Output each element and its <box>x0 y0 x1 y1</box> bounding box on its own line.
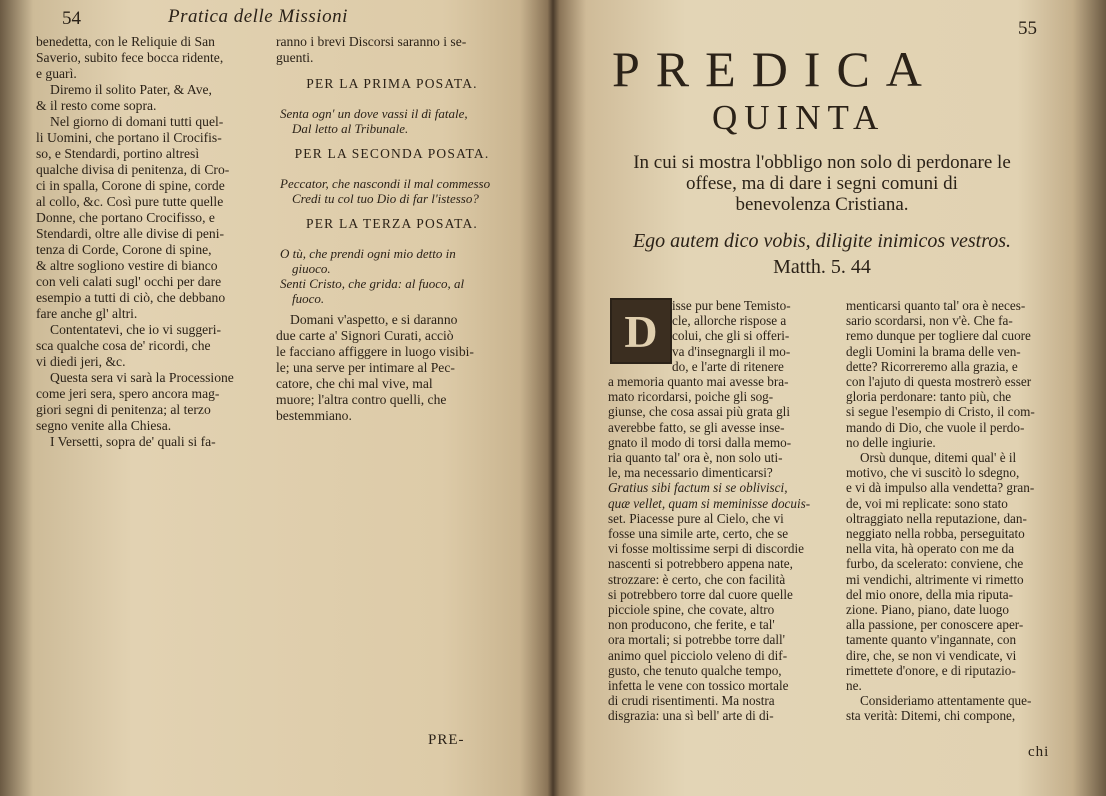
sermon-title: PREDICA <box>612 41 938 97</box>
text-line: quæ vellet, quam si meminisse docuis- <box>608 495 811 511</box>
text-line: si segue l'esempio di Cristo, il com- <box>846 404 1035 420</box>
text-line: alla passione, per conoscere aper- <box>846 617 1024 633</box>
text-line: due carte a' Signori Curati, acciò <box>276 328 454 343</box>
argument-line: benevolenza Cristiana. <box>735 194 909 215</box>
text-line: le, ma necessario dimenticarsi? <box>608 465 773 481</box>
text-line: motivo, che vi suscitò lo sdegno, <box>846 465 1020 481</box>
latin-quote: Ego autem dico vobis, diligite inimicos vestros. <box>632 230 1012 252</box>
sermon-argument <box>592 152 1052 215</box>
text-line: vi fosse moltissime serpi di discordie <box>608 541 804 557</box>
argument-line: offese, ma di dare i segni comuni di <box>686 173 958 194</box>
text-line: Gratius sibi factum si se oblivisci, <box>608 480 788 496</box>
text-line: isse pur bene Temisto- <box>672 298 791 313</box>
right-column-1 <box>608 298 840 724</box>
text-line: ne. <box>846 678 862 694</box>
verse-line: giuoco. <box>292 261 331 276</box>
text-line: cle, allorche rispose a <box>672 313 787 329</box>
text-line: tenza di Corde, Corone di spine, <box>36 242 212 257</box>
text-line: so, e Stendardi, portino altresì <box>36 146 200 161</box>
text-line: sario scordarsi, non v'è. Che fa- <box>846 313 1013 329</box>
text-line: li Uomini, che portano il Crocifis- <box>36 130 222 145</box>
catchword: PRE- <box>428 732 465 748</box>
text-line: Consideriamo attentamente que- <box>860 693 1032 709</box>
text-line: va d'insegnargli il mo- <box>672 343 791 359</box>
text-line: remo dunque per togliere dal cuore <box>846 328 1031 344</box>
text-line: oltraggiato nella reputazione, dan- <box>846 510 1027 526</box>
text-line: guenti. <box>276 50 314 65</box>
verse-line: fuoco. <box>292 291 325 306</box>
text-line: gnato il modo di torsi dalla memo- <box>608 434 792 450</box>
text-line: mato ricordarsi, poiche gli sog- <box>608 389 774 405</box>
text-line: segno venite alla Chiesa. <box>36 418 172 433</box>
text-line: strozzare: è certo, che con facilità <box>608 571 786 587</box>
text-line: muore; l'altra contro quelli, che <box>276 392 447 407</box>
text-line: vi diedi jeri, &c. <box>36 354 126 369</box>
text-line: mi vendichi, altrimente vi rimetto <box>846 571 1024 587</box>
text-line: Orsù dunque, ditemi qual' è il <box>860 450 1017 466</box>
text-line: rimettete d'onore, e di riputazio- <box>846 662 1016 678</box>
text-line: nella vita, hà operato con me da <box>846 541 1015 557</box>
right-column-2 <box>846 298 1074 724</box>
verse <box>276 246 508 306</box>
text-line: esempio a tutti di ciò, che debbano <box>36 290 226 305</box>
page-number: 55 <box>1018 18 1037 39</box>
drop-cap-letter: D <box>624 305 658 357</box>
text-line: do, e l'arte di ritenere <box>672 358 784 374</box>
text-line: no delle ingiurie. <box>846 434 936 450</box>
text-line: set. Piacesse pure al Cielo, che vi <box>608 510 784 526</box>
text-line: I Versetti, sopra de' quali si fa- <box>50 434 216 449</box>
column-intro <box>276 34 508 66</box>
left-column-1 <box>36 34 264 450</box>
text-line: zione. Piano, piano, date luogo <box>846 602 1009 618</box>
left-page <box>0 0 548 796</box>
text-line: disgrazia: una sì bell' arte di di- <box>608 708 774 724</box>
text-line: benedetta, con le Reliquie di San <box>36 34 215 49</box>
running-head: Pratica delle Missioni <box>168 6 348 27</box>
catchword: chi <box>1028 744 1050 760</box>
text-line: Contentatevi, che io vi suggeri- <box>50 322 222 337</box>
text-line: colui, che gli si offeri- <box>672 328 790 344</box>
text-line: dire, che, se non vi vendicate, vi <box>846 647 1017 663</box>
text-line: neggiato nella robba, perseguitato <box>846 526 1025 542</box>
column-text <box>276 312 508 424</box>
text-line: Donne, che portano Crocifisso, e <box>36 210 215 225</box>
text-line: gloria perdonare: tanto più, che <box>846 389 1012 405</box>
text-line: le facciano affiggere in luogo visibi- <box>276 344 474 359</box>
text-line: con l'ajuto di questa mostrerò esser <box>846 374 1032 390</box>
text-line: Diremo il solito Pater, & Ave, <box>50 82 212 97</box>
text-line: e vi dà impulso alla vendetta? gran- <box>846 480 1035 496</box>
text-line: le; una serve per intimare al Pec- <box>276 360 455 375</box>
page-number: 54 <box>62 8 81 29</box>
section-heading: PER LA PRIMA POSATA. <box>306 76 478 91</box>
text-line: catore, che chi mal vive, mal <box>276 376 433 391</box>
text-line: ria quanto tal' ora è, non solo uti- <box>608 450 783 466</box>
section-heading: PER LA TERZA POSATA. <box>306 216 478 231</box>
text-line: furbo, da scelerato: conviene, che <box>846 556 1024 572</box>
text-line: giunse, che cosa assai più grata gli <box>608 404 791 420</box>
right-page <box>552 0 1106 796</box>
verse <box>276 106 508 136</box>
text-line: non producono, che ferite, e tal' <box>608 617 775 633</box>
text-line: ci in spalla, Corone di spine, corde <box>36 178 225 193</box>
text-line: Saverio, subito fece bocca ridente, <box>36 50 224 65</box>
text-line: del mio onore, della mia riputa- <box>846 586 1013 602</box>
text-line: Stendardi, oltre alle divise di peni- <box>36 226 224 241</box>
section-heading: PER LA SECONDA POSATA. <box>294 146 490 161</box>
sermon-subtitle: QUINTA <box>712 98 886 137</box>
text-line: averebbe fatto, se gli avesse inse- <box>608 419 785 435</box>
argument-line: In cui si mostra l'obbligo non solo di perdonare le <box>633 152 1011 173</box>
text-line: ora mortali; si potrebbe torre dall' <box>608 632 786 648</box>
text-line: Questa sera vi sarà la Processione <box>50 370 234 385</box>
text-line: e guarì. <box>36 66 77 81</box>
verse-line: Senta ogn' un dove vassi il dì fatale, <box>280 106 468 121</box>
text-line: & altre sogliono vestire di bianco <box>36 258 218 273</box>
scripture-reference: Matth. 5. 44 <box>773 256 871 278</box>
text-line: tamente quanto v'ingannate, con <box>846 632 1017 648</box>
text-line: Nel giorno di domani tutti quel- <box>50 114 224 129</box>
text-line: di crudi risentimenti. Ma nostra <box>608 693 775 709</box>
text-line: giori segni di penitenza; al terzo <box>36 402 211 417</box>
text-line: picciole spine, che covate, altro <box>608 602 775 618</box>
text-line: bestemmiano. <box>276 408 352 423</box>
text-line: menticarsi quanto tal' ora è neces- <box>846 298 1026 313</box>
text-line: si potrebbero torre dal cuore quelle <box>608 586 793 602</box>
verse <box>276 176 508 206</box>
text-line: a memoria quanto mai avesse bra- <box>608 374 789 390</box>
verse-line: Peccator, che nascondi il mal commesso <box>280 176 491 191</box>
text-line: fare anche gl' altri. <box>36 306 138 321</box>
text-line: qualche divisa di penitenza, di Cro- <box>36 162 230 177</box>
text-line: de, voi mi replicate: sono stato <box>846 495 1008 511</box>
text-line: sca qualche cosa de' ricordi, che <box>36 338 211 353</box>
left-column-2 <box>276 34 508 424</box>
verse-line: Dal letto al Tribunale. <box>292 121 409 136</box>
text-line: animo quel picciolo veleno di dif- <box>608 647 788 663</box>
text-line: come jeri sera, spero ancora mag- <box>36 386 220 401</box>
text-line: & il resto come sopra. <box>36 98 157 113</box>
text-line: gusto, che tenuto qualche tempo, <box>608 662 782 678</box>
text-line: con veli calati sugl' occhi per dare <box>36 274 222 289</box>
verse-line: Senti Cristo, che grida: al fuoco, al <box>280 276 465 291</box>
text-line: Domani v'aspetto, e si daranno <box>290 312 458 327</box>
text-line: infetta le vene con tossico mortale <box>608 678 789 694</box>
text-line: sta verità: Ditemi, chi compone, <box>846 708 1016 724</box>
text-line: degli Uomini la brama delle ven- <box>846 343 1021 359</box>
text-line: nascenti si potrebbero appena nate, <box>608 556 793 572</box>
text-line: al collo, &c. Così pure tutte quelle <box>36 194 224 209</box>
verse-line: O tù, che prendi ogni mio detto in <box>280 246 456 261</box>
text-line: mando di Dio, che vuole il perdo- <box>846 419 1025 435</box>
text-line: fosse una simile arte, certo, che se <box>608 526 789 542</box>
text-line: dette? Ricorreremo alla grazia, e <box>846 358 1018 374</box>
text-line: ranno i brevi Discorsi saranno i se- <box>276 34 467 49</box>
verse-line: Credi tu col tuo Dio di far l'istesso? <box>292 191 479 206</box>
